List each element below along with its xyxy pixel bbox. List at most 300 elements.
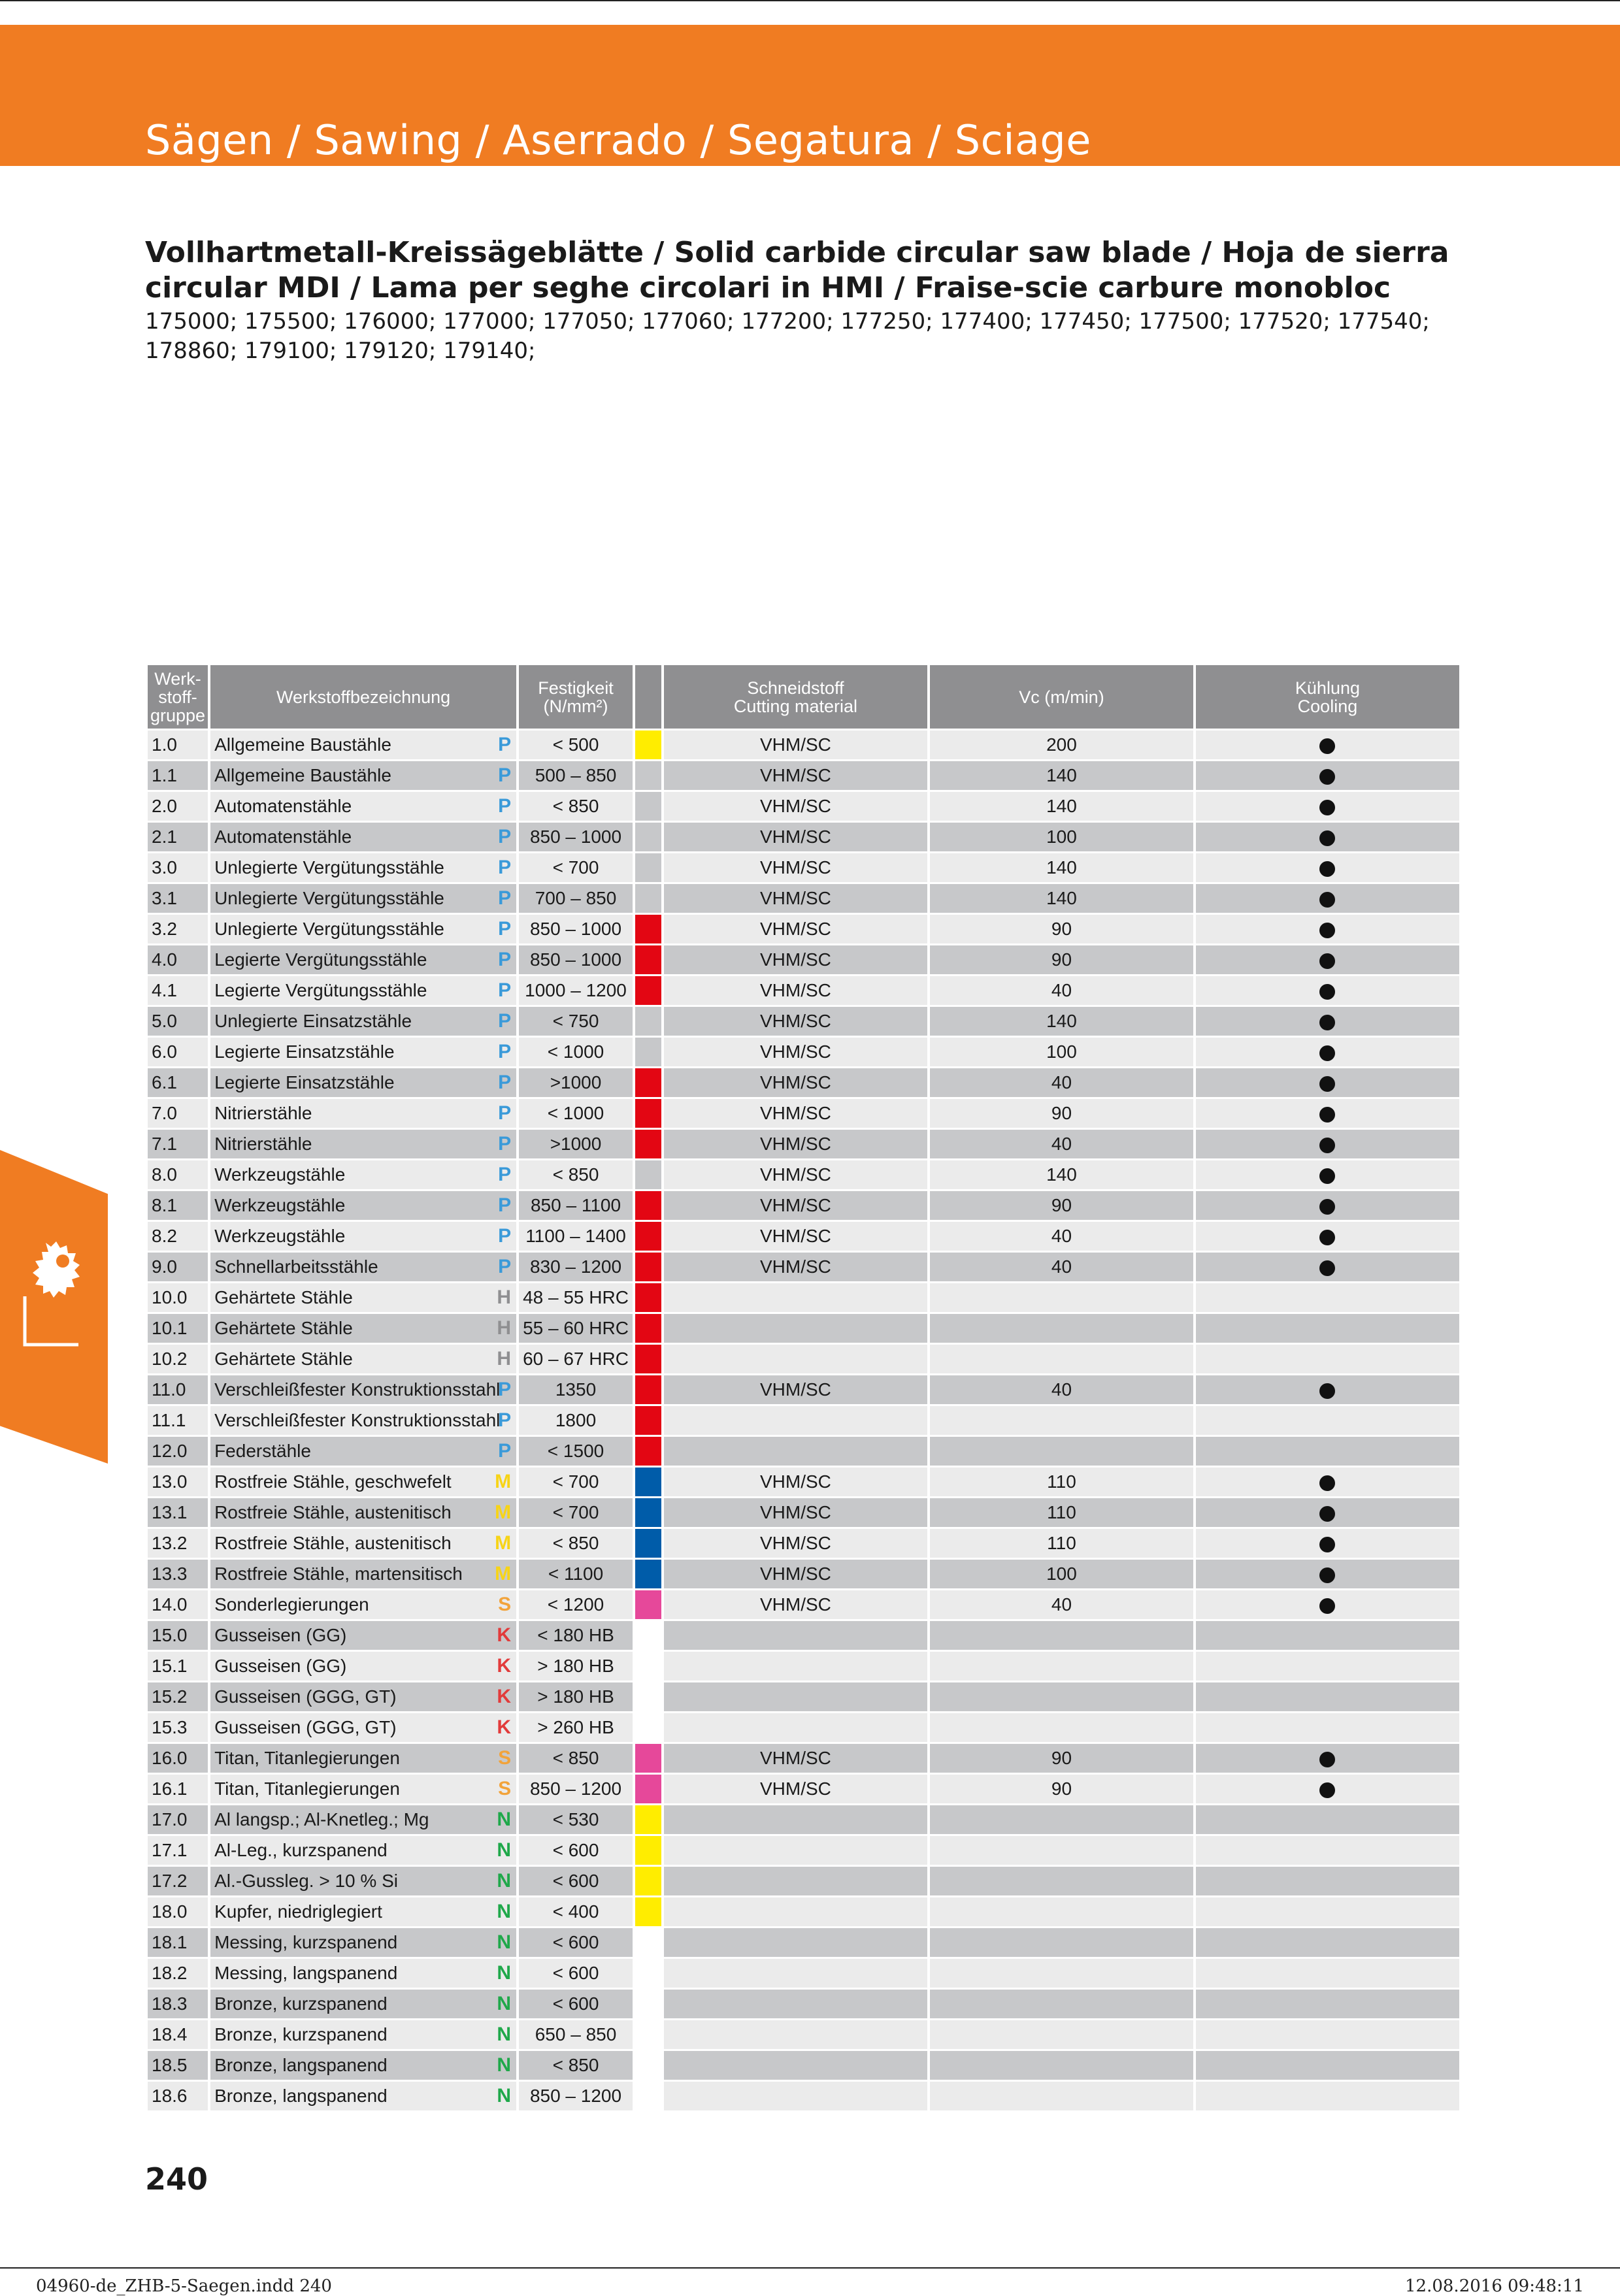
iso-group-letter: P	[498, 1440, 512, 1462]
cutting-material: VHM/SC	[664, 1007, 927, 1036]
iso-group-letter: P	[498, 1409, 512, 1431]
color-swatch	[635, 1160, 661, 1189]
strength-value: < 600	[519, 1836, 633, 1865]
cutting-material	[664, 1283, 927, 1312]
table-row	[148, 823, 1459, 851]
material-name-text: Messing, langspanend	[214, 1963, 398, 1983]
table-row	[148, 1959, 1459, 1988]
cutting-material	[664, 1314, 927, 1343]
material-group: 18.2	[148, 1959, 208, 1988]
material-name	[210, 1099, 516, 1128]
color-swatch	[635, 1652, 661, 1681]
vc-value: 40	[930, 976, 1193, 1005]
iso-group-letter: N	[497, 2024, 512, 2045]
strength-value: 850 – 1200	[519, 1775, 633, 1803]
cooling-dot-icon	[1319, 1567, 1335, 1583]
table-row	[148, 1805, 1459, 1834]
material-name-text: Nitrierstähle	[214, 1134, 312, 1154]
table-row	[148, 1130, 1459, 1158]
table-row	[148, 1038, 1459, 1066]
strength-value: 1350	[519, 1375, 633, 1404]
material-name-text: Nitrierstähle	[214, 1103, 312, 1123]
cooling-mark	[1196, 976, 1459, 1005]
strength-value: < 180 HB	[519, 1621, 633, 1650]
color-swatch	[635, 1529, 661, 1558]
material-group: 18.3	[148, 1990, 208, 2018]
cutting-material	[664, 1713, 927, 1742]
material-group: 8.0	[148, 1160, 208, 1189]
strength-value: < 850	[519, 792, 633, 821]
material-group: 3.2	[148, 915, 208, 943]
material-name	[210, 1345, 516, 1373]
material-group: 4.0	[148, 945, 208, 974]
cooling-mark	[1196, 1928, 1459, 1957]
material-name-text: Messing, kurzspanend	[214, 1932, 398, 1952]
strength-value: 850 – 1100	[519, 1191, 633, 1220]
cutting-material	[664, 1437, 927, 1466]
iso-group-letter: S	[498, 1594, 512, 1615]
material-group: 11.0	[148, 1375, 208, 1404]
iso-group-letter: P	[498, 1041, 512, 1062]
material-name	[210, 1867, 516, 1895]
material-group: 1.0	[148, 730, 208, 759]
strength-value: 700 – 850	[519, 884, 633, 913]
material-name	[210, 2082, 516, 2110]
material-group: 17.1	[148, 1836, 208, 1865]
strength-value: 850 – 1000	[519, 945, 633, 974]
strength-value: >1000	[519, 1068, 633, 1097]
table-row	[148, 1099, 1459, 1128]
cooling-mark	[1196, 1867, 1459, 1895]
iso-group-letter: M	[495, 1501, 512, 1523]
iso-group-letter: N	[497, 1839, 512, 1861]
cooling-mark	[1196, 1160, 1459, 1189]
material-group: 13.1	[148, 1498, 208, 1527]
vc-value: 40	[930, 1253, 1193, 1281]
iso-group-letter: N	[497, 1870, 512, 1892]
material-name-text: Legierte Vergütungsstähle	[214, 980, 427, 1000]
vc-value: 90	[930, 1744, 1193, 1773]
material-name	[210, 1652, 516, 1681]
material-name	[210, 884, 516, 913]
color-swatch	[635, 1775, 661, 1803]
material-name	[210, 1437, 516, 1466]
material-name	[210, 1007, 516, 1036]
iso-group-letter: H	[497, 1287, 512, 1308]
material-group: 6.0	[148, 1038, 208, 1066]
cooling-dot-icon	[1319, 1168, 1335, 1184]
iso-group-letter: N	[497, 1809, 512, 1830]
crop-line-top	[0, 0, 1620, 1]
material-name-text: Allgemeine Baustähle	[214, 734, 391, 755]
material-name-text: Verschleißfester Konstruktionsstahl	[214, 1379, 501, 1400]
material-group: 18.1	[148, 1928, 208, 1957]
strength-value: < 1500	[519, 1437, 633, 1466]
cutting-material: VHM/SC	[664, 1744, 927, 1773]
material-group: 15.1	[148, 1652, 208, 1681]
vc-value: 110	[930, 1529, 1193, 1558]
table-row	[148, 2082, 1459, 2110]
material-group: 15.2	[148, 1682, 208, 1711]
material-name	[210, 1590, 516, 1619]
section-banner	[0, 25, 1620, 166]
iso-group-letter: P	[498, 826, 512, 847]
material-group: 10.0	[148, 1283, 208, 1312]
color-swatch	[635, 1621, 661, 1650]
cooling-dot-icon	[1319, 1045, 1335, 1061]
header-cooling: Kühlung Cooling	[1196, 665, 1459, 729]
color-swatch	[635, 761, 661, 790]
material-name	[210, 1375, 516, 1404]
color-swatch	[635, 1191, 661, 1220]
cooling-mark	[1196, 1314, 1459, 1343]
table-row	[148, 915, 1459, 943]
color-swatch	[635, 884, 661, 913]
table-row	[148, 1928, 1459, 1957]
material-group: 7.1	[148, 1130, 208, 1158]
material-group: 10.1	[148, 1314, 208, 1343]
material-name	[210, 730, 516, 759]
material-group: 1.1	[148, 761, 208, 790]
iso-group-letter: N	[497, 1993, 512, 2014]
material-name	[210, 792, 516, 821]
table-row	[148, 1560, 1459, 1588]
cooling-dot-icon	[1319, 769, 1335, 785]
cutting-data-table	[145, 663, 1462, 2112]
iso-group-letter: P	[498, 1379, 512, 1400]
table-row	[148, 1068, 1459, 1097]
color-swatch	[635, 1498, 661, 1527]
material-name	[210, 1038, 516, 1066]
vc-value: 140	[930, 884, 1193, 913]
material-name-text: Legierte Einsatzstähle	[214, 1041, 395, 1062]
material-group: 13.3	[148, 1560, 208, 1588]
vc-value	[930, 1713, 1193, 1742]
color-swatch	[635, 1406, 661, 1435]
cutting-material: VHM/SC	[664, 1468, 927, 1496]
color-swatch	[635, 1068, 661, 1097]
color-swatch	[635, 730, 661, 759]
cooling-mark	[1196, 1345, 1459, 1373]
color-swatch	[635, 823, 661, 851]
header-cutting-material: Schneidstoff Cutting material	[664, 665, 927, 729]
vc-value	[930, 1437, 1193, 1466]
cooling-dot-icon	[1319, 1475, 1335, 1491]
strength-value: < 400	[519, 1897, 633, 1926]
vc-value	[930, 1314, 1193, 1343]
material-name-text: Bronze, langspanend	[214, 2055, 388, 2075]
material-name-text: Unlegierte Vergütungsstähle	[214, 919, 444, 939]
table-row	[148, 1990, 1459, 2018]
cooling-mark	[1196, 761, 1459, 790]
cutting-material	[664, 1406, 927, 1435]
material-group: 5.0	[148, 1007, 208, 1036]
material-name	[210, 761, 516, 790]
table-row	[148, 1897, 1459, 1926]
strength-value: 500 – 850	[519, 761, 633, 790]
cooling-dot-icon	[1319, 984, 1335, 1000]
iso-group-letter: P	[498, 1133, 512, 1155]
color-swatch	[635, 1468, 661, 1496]
table-row	[148, 1345, 1459, 1373]
cutting-material: VHM/SC	[664, 1560, 927, 1588]
cooling-dot-icon	[1319, 1199, 1335, 1215]
vc-value	[930, 1897, 1193, 1926]
vc-value	[930, 1406, 1193, 1435]
table-row	[148, 1406, 1459, 1435]
table-row	[148, 1744, 1459, 1773]
cutting-material	[664, 1959, 927, 1988]
header-vc: Vc (m/min)	[930, 665, 1193, 729]
material-name	[210, 1068, 516, 1097]
cooling-mark	[1196, 730, 1459, 759]
material-name-text: Unlegierte Vergütungsstähle	[214, 888, 444, 908]
iso-group-letter: N	[497, 1962, 512, 1984]
cooling-mark	[1196, 1805, 1459, 1834]
cooling-mark	[1196, 2051, 1459, 2080]
strength-value: < 600	[519, 1959, 633, 1988]
cooling-dot-icon	[1319, 1752, 1335, 1767]
cooling-mark	[1196, 1468, 1459, 1496]
iso-group-letter: P	[498, 918, 512, 940]
iso-group-letter: P	[498, 979, 512, 1001]
material-group: 17.2	[148, 1867, 208, 1895]
color-swatch	[635, 1283, 661, 1312]
cutting-material	[664, 1345, 927, 1373]
cutting-material	[664, 1682, 927, 1711]
vc-value	[930, 1283, 1193, 1312]
strength-value: 1800	[519, 1406, 633, 1435]
cooling-mark	[1196, 2020, 1459, 2049]
vc-value: 140	[930, 1160, 1193, 1189]
material-name-text: Rostfreie Stähle, geschwefelt	[214, 1471, 452, 1492]
vc-value: 40	[930, 1590, 1193, 1619]
material-name	[210, 915, 516, 943]
material-name-text: Werkzeugstähle	[214, 1226, 346, 1246]
cooling-mark	[1196, 1099, 1459, 1128]
cooling-mark	[1196, 1990, 1459, 2018]
material-group: 15.0	[148, 1621, 208, 1650]
strength-value: > 260 HB	[519, 1713, 633, 1742]
cooling-mark	[1196, 1437, 1459, 1466]
material-name-text: Federstähle	[214, 1441, 311, 1461]
iso-group-letter: P	[498, 795, 512, 817]
vc-value: 100	[930, 1038, 1193, 1066]
color-swatch	[635, 1805, 661, 1834]
material-name	[210, 853, 516, 882]
iso-group-letter: M	[495, 1563, 512, 1584]
color-swatch	[635, 976, 661, 1005]
color-swatch	[635, 1038, 661, 1066]
table-row	[148, 1437, 1459, 1466]
material-name-text: Gusseisen (GGG, GT)	[214, 1717, 397, 1737]
cooling-dot-icon	[1319, 892, 1335, 908]
cutting-material: VHM/SC	[664, 1375, 927, 1404]
iso-group-letter: P	[498, 1102, 512, 1124]
table-row	[148, 1590, 1459, 1619]
strength-value: 850 – 1000	[519, 823, 633, 851]
cutting-material: VHM/SC	[664, 761, 927, 790]
vc-value	[930, 1345, 1193, 1373]
strength-value: < 850	[519, 2051, 633, 2080]
cooling-mark	[1196, 1897, 1459, 1926]
material-name-text: Automatenstähle	[214, 796, 352, 816]
vc-value	[930, 1621, 1193, 1650]
color-swatch	[635, 1253, 661, 1281]
color-swatch	[635, 1222, 661, 1251]
table-row	[148, 1529, 1459, 1558]
color-swatch	[635, 2082, 661, 2110]
iso-group-letter: K	[497, 1655, 512, 1677]
strength-value: < 1000	[519, 1038, 633, 1066]
iso-group-letter: P	[498, 1164, 512, 1185]
table-row	[148, 945, 1459, 974]
material-name-text: Titan, Titanlegierungen	[214, 1748, 400, 1768]
strength-value: 830 – 1200	[519, 1253, 633, 1281]
table-row	[148, 1468, 1459, 1496]
strength-value: < 850	[519, 1529, 633, 1558]
page-number: 240	[145, 2161, 208, 2197]
table-row	[148, 1191, 1459, 1220]
material-group: 2.1	[148, 823, 208, 851]
material-name	[210, 1130, 516, 1158]
cooling-dot-icon	[1319, 1015, 1335, 1030]
cutting-material	[664, 1805, 927, 1834]
cutting-material: VHM/SC	[664, 1038, 927, 1066]
material-name-text: Gehärtete Stähle	[214, 1318, 353, 1338]
table-row	[148, 1314, 1459, 1343]
material-name	[210, 1897, 516, 1926]
cooling-mark	[1196, 1498, 1459, 1527]
vc-value	[930, 2082, 1193, 2110]
cooling-dot-icon	[1319, 1076, 1335, 1092]
cutting-material	[664, 1621, 927, 1650]
material-name-text: Gusseisen (GGG, GT)	[214, 1686, 397, 1707]
table-row	[148, 884, 1459, 913]
cooling-dot-icon	[1319, 1537, 1335, 1552]
vc-value: 100	[930, 1560, 1193, 1588]
material-name-text: Gusseisen (GG)	[214, 1625, 347, 1645]
material-group: 10.2	[148, 1345, 208, 1373]
cooling-dot-icon	[1319, 1230, 1335, 1245]
cutting-material: VHM/SC	[664, 1160, 927, 1189]
strength-value: < 500	[519, 730, 633, 759]
cutting-material: VHM/SC	[664, 1222, 927, 1251]
color-swatch	[635, 1437, 661, 1466]
strength-value: 60 – 67 HRC	[519, 1345, 633, 1373]
color-swatch	[635, 2051, 661, 2080]
iso-group-letter: N	[497, 1931, 512, 1953]
cooling-dot-icon	[1319, 1260, 1335, 1276]
material-name	[210, 1990, 516, 2018]
cooling-mark	[1196, 1038, 1459, 1066]
strength-value: < 530	[519, 1805, 633, 1834]
vc-value	[930, 1928, 1193, 1957]
header-swatch	[635, 665, 661, 729]
material-group: 16.1	[148, 1775, 208, 1803]
cooling-mark	[1196, 1406, 1459, 1435]
cooling-dot-icon	[1319, 1598, 1335, 1614]
color-swatch	[635, 1375, 661, 1404]
cutting-material: VHM/SC	[664, 1590, 927, 1619]
cooling-mark	[1196, 1682, 1459, 1711]
material-group: 18.4	[148, 2020, 208, 2049]
vc-value: 40	[930, 1375, 1193, 1404]
material-group: 15.3	[148, 1713, 208, 1742]
material-group: 3.1	[148, 884, 208, 913]
vc-value: 90	[930, 945, 1193, 974]
cutting-material	[664, 1928, 927, 1957]
strength-value: < 850	[519, 1744, 633, 1773]
material-name	[210, 1160, 516, 1189]
color-swatch	[635, 1836, 661, 1865]
material-name	[210, 1805, 516, 1834]
vc-value	[930, 2051, 1193, 2080]
table-row	[148, 1283, 1459, 1312]
material-group: 2.0	[148, 792, 208, 821]
cooling-dot-icon	[1319, 1107, 1335, 1123]
iso-group-letter: P	[498, 1225, 512, 1247]
strength-value: < 600	[519, 1867, 633, 1895]
iso-group-letter: P	[498, 887, 512, 909]
material-name-text: Verschleißfester Konstruktionsstahl	[214, 1410, 501, 1430]
strength-value: 1000 – 1200	[519, 976, 633, 1005]
material-name-text: Titan, Titanlegierungen	[214, 1779, 400, 1799]
cutting-material: VHM/SC	[664, 1253, 927, 1281]
color-swatch	[635, 915, 661, 943]
cooling-mark	[1196, 1713, 1459, 1742]
table-row	[148, 1713, 1459, 1742]
vc-value	[930, 1682, 1193, 1711]
article-numbers: 175000; 175500; 176000; 177000; 177050; 177060; 177200; 177250; 177400; 177450; 177500; 177520; 177540; 178860; 179100; 179120; 179140;	[145, 308, 1430, 364]
cutting-material: VHM/SC	[664, 945, 927, 974]
vc-value: 40	[930, 1222, 1193, 1251]
material-name-text: Werkzeugstähle	[214, 1195, 346, 1215]
iso-group-letter: P	[498, 1010, 512, 1032]
iso-group-letter: P	[498, 1194, 512, 1216]
cooling-dot-icon	[1319, 1383, 1335, 1399]
iso-group-letter: N	[497, 2054, 512, 2076]
cooling-mark	[1196, 1959, 1459, 1988]
cooling-dot-icon	[1319, 1782, 1335, 1798]
table-row	[148, 1652, 1459, 1681]
material-name	[210, 1775, 516, 1803]
material-name-text: Gehärtete Stähle	[214, 1287, 353, 1307]
table-row	[148, 2051, 1459, 2080]
material-group: 13.0	[148, 1468, 208, 1496]
material-name-text: Kupfer, niedriglegiert	[214, 1901, 382, 1922]
material-group: 8.2	[148, 1222, 208, 1251]
cooling-mark	[1196, 1836, 1459, 1865]
color-swatch	[635, 1345, 661, 1373]
cooling-mark	[1196, 853, 1459, 882]
vc-value	[930, 1836, 1193, 1865]
table-row	[148, 1375, 1459, 1404]
material-name	[210, 1529, 516, 1558]
iso-group-letter: K	[497, 1686, 512, 1707]
material-name-text: Rostfreie Stähle, martensitisch	[214, 1564, 463, 1584]
table-row	[148, 1253, 1459, 1281]
cooling-mark	[1196, 1222, 1459, 1251]
cooling-dot-icon	[1319, 923, 1335, 938]
cooling-mark	[1196, 1590, 1459, 1619]
material-name-text: Bronze, kurzspanend	[214, 2024, 388, 2044]
cutting-material	[664, 1897, 927, 1926]
material-group: 18.0	[148, 1897, 208, 1926]
cooling-mark	[1196, 915, 1459, 943]
vc-value	[930, 1867, 1193, 1895]
iso-group-letter: H	[497, 1317, 512, 1339]
